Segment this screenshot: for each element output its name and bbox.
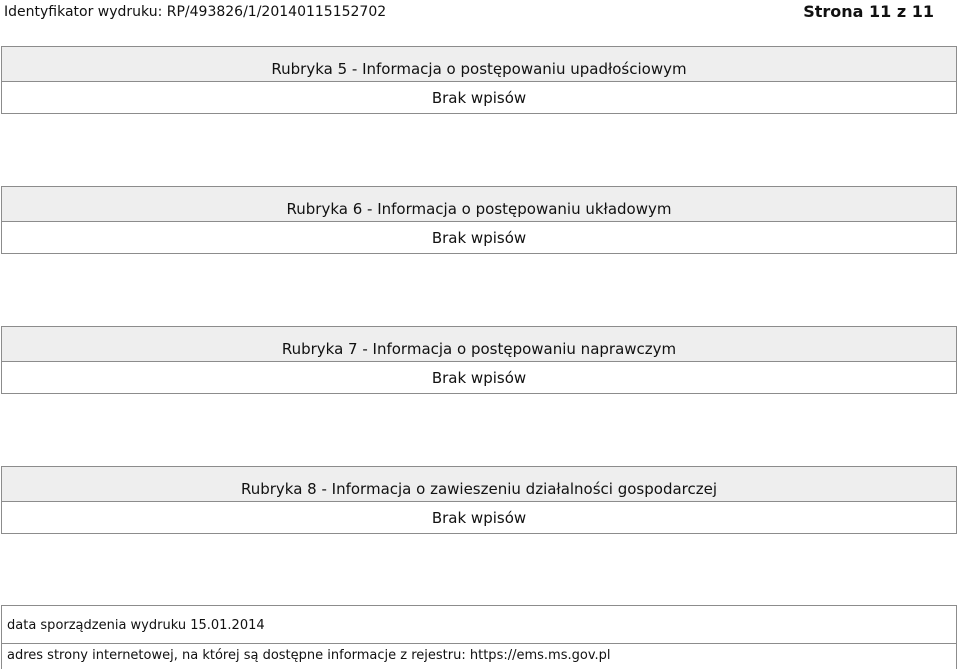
section-title: Rubryka 5 - Informacja o postępowaniu upadłościowym bbox=[1, 46, 957, 82]
page-indicator: Strona 11 z 11 bbox=[803, 2, 934, 21]
print-header bbox=[0, 0, 960, 24]
section-title: Rubryka 6 - Informacja o postępowaniu układowym bbox=[1, 186, 957, 222]
section-rubryka-6 bbox=[1, 186, 957, 254]
section-rubryka-5 bbox=[1, 46, 957, 114]
section-value: Brak wpisów bbox=[1, 82, 957, 114]
section-value: Brak wpisów bbox=[1, 362, 957, 394]
print-identifier: Identyfikator wydruku: RP/493826/1/20140115152702 bbox=[4, 4, 387, 20]
section-value: Brak wpisów bbox=[1, 502, 957, 534]
print-footer bbox=[1, 605, 957, 669]
footer-divider bbox=[2, 643, 956, 644]
print-date: data sporządzenia wydruku 15.01.2014 bbox=[7, 618, 265, 633]
section-rubryka-8 bbox=[1, 466, 957, 534]
section-rubryka-7 bbox=[1, 326, 957, 394]
section-value: Brak wpisów bbox=[1, 222, 957, 254]
registry-website: adres strony internetowej, na której są dostępne informacje z rejestru: https://ems.ms.gov.pl bbox=[7, 648, 611, 663]
section-title: Rubryka 7 - Informacja o postępowaniu naprawczym bbox=[1, 326, 957, 362]
section-title: Rubryka 8 - Informacja o zawieszeniu działalności gospodarczej bbox=[1, 466, 957, 502]
